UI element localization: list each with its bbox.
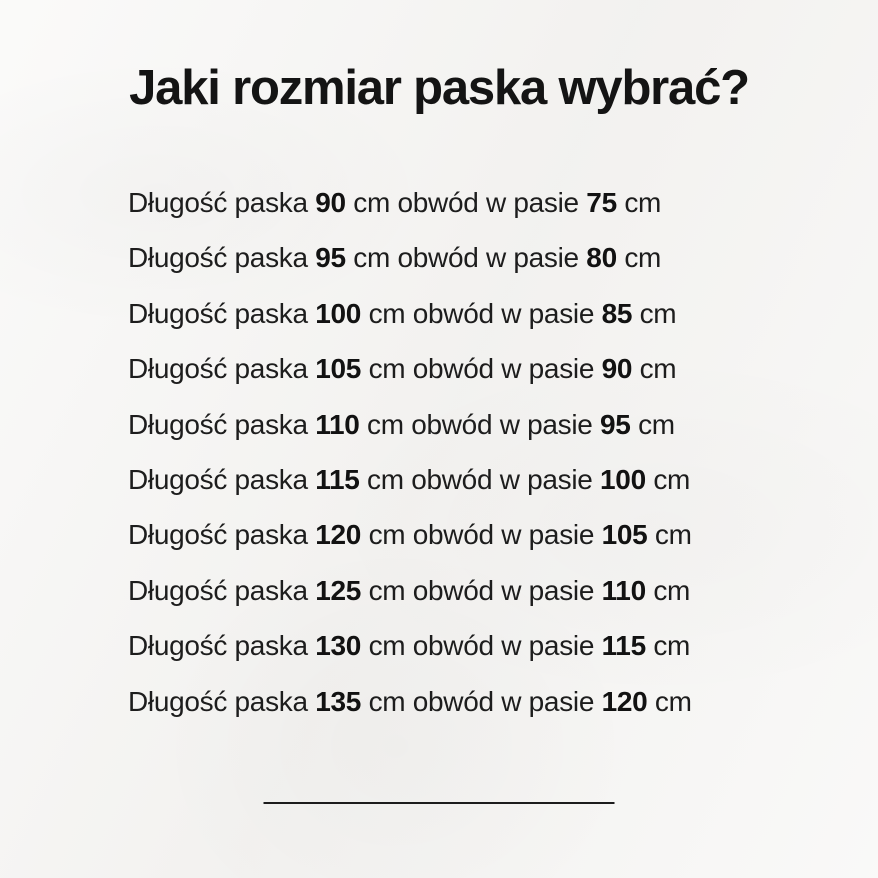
length-label: Długość paska: [128, 353, 308, 385]
length-label: Długość paska: [128, 574, 308, 606]
size-list: [128, 175, 798, 729]
size-row-6: [128, 452, 798, 507]
waist-value: 80: [586, 242, 617, 274]
unit-label: cm: [653, 464, 691, 496]
length-label: Długość paska: [128, 187, 308, 218]
waist-label: cm obwód w pasie: [368, 519, 595, 551]
unit-label: cm: [624, 242, 662, 274]
length-value: 130: [315, 630, 362, 662]
length-value: 120: [315, 519, 362, 551]
waist-value: 110: [601, 574, 646, 606]
unit-label: cm: [654, 685, 692, 717]
size-row-7: [128, 507, 798, 562]
length-value: 95: [315, 242, 346, 274]
length-value: 100: [315, 297, 362, 329]
page-title: Jaki rozmiar paska wybrać?: [129, 61, 749, 115]
length-label: Długość paska: [128, 685, 308, 717]
length-label: Długość paska: [128, 297, 308, 329]
waist-value: 105: [601, 519, 648, 551]
waist-label: cm obwód w pasie: [368, 297, 595, 329]
unit-label: cm: [639, 353, 677, 385]
waist-value: 100: [600, 464, 646, 496]
size-row-9: [128, 618, 798, 673]
length-value: 105: [315, 353, 362, 385]
waist-label: cm obwód w pasie: [368, 630, 595, 662]
waist-value: 90: [601, 353, 633, 385]
size-row-1: [128, 175, 798, 230]
length-label: Długość paska: [128, 464, 308, 496]
length-label: Długość paska: [128, 519, 308, 551]
length-label: Długość paska: [128, 630, 308, 662]
length-label: Długość paska: [128, 242, 308, 274]
length-label: Długość paska: [128, 408, 308, 440]
size-row-5: [128, 397, 798, 452]
length-value: 125: [315, 574, 362, 606]
unit-label: cm: [653, 574, 691, 606]
waist-value: 85: [601, 297, 633, 329]
length-value: 115: [315, 464, 360, 496]
waist-label: cm obwód w pasie: [367, 464, 593, 496]
waist-label: cm obwód w pasie: [353, 187, 579, 218]
length-value: 90: [315, 187, 346, 218]
unit-label: cm: [624, 187, 662, 218]
waist-value: 115: [601, 630, 646, 662]
divider-line: [264, 802, 615, 804]
waist-label: cm obwód w pasie: [368, 685, 595, 717]
waist-value: 120: [601, 685, 648, 717]
waist-label: cm obwód w pasie: [368, 574, 595, 606]
waist-label: cm obwód w pasie: [368, 353, 595, 385]
size-row-4: [128, 341, 798, 396]
unit-label: cm: [653, 630, 691, 662]
waist-label: cm obwód w pasie: [367, 408, 593, 440]
size-row-3: [128, 286, 798, 341]
waist-value: 75: [586, 187, 617, 218]
size-row-10: [128, 674, 798, 729]
waist-value: 95: [600, 408, 631, 440]
size-row-2: [128, 230, 798, 285]
unit-label: cm: [638, 408, 675, 440]
unit-label: cm: [654, 519, 692, 551]
length-value: 135: [315, 685, 362, 717]
size-row-8: [128, 563, 798, 618]
unit-label: cm: [639, 297, 677, 329]
length-value: 110: [315, 408, 360, 440]
waist-label: cm obwód w pasie: [353, 242, 579, 274]
